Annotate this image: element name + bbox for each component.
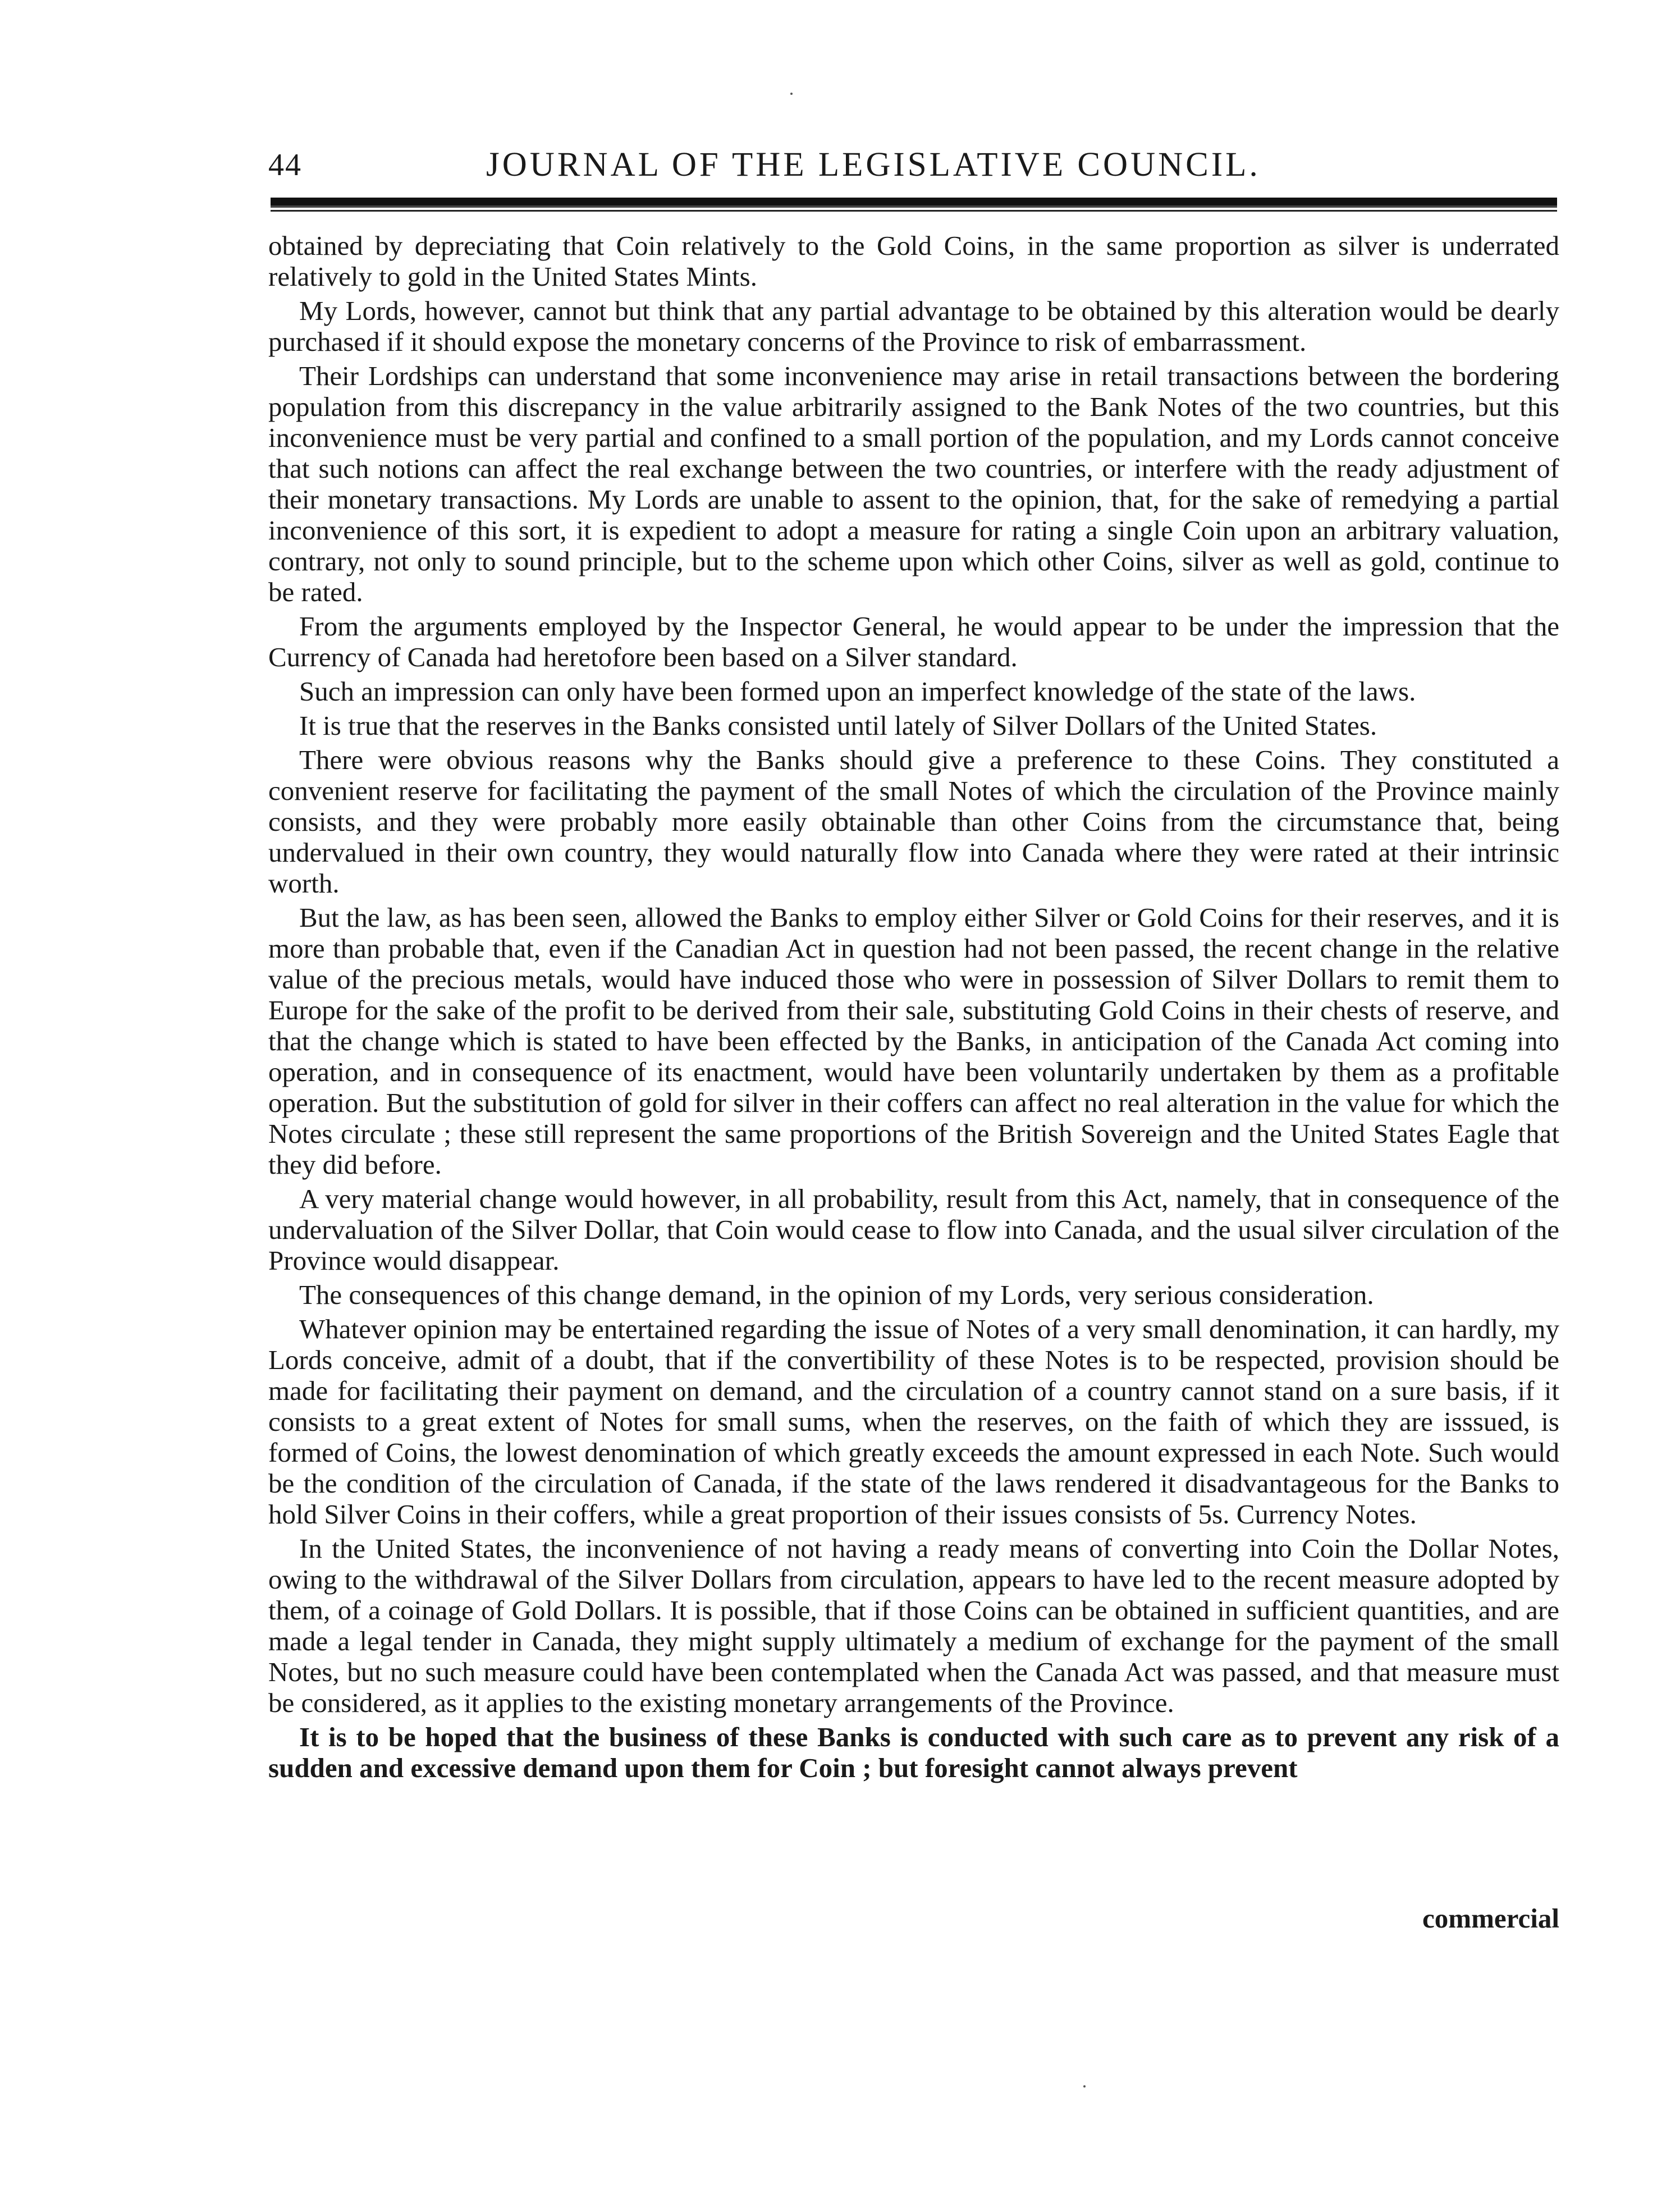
paragraph-final: It is to be hoped that the business of these Banks is conducted with such care as to prevent any risk of a sudden and excessive demand upon them for Coin ; but foresight cannot always prevent: [268, 1722, 1559, 1783]
paragraph: It is true that the reserves in the Banks consisted until lately of Silver Dollars of the United States.: [299, 710, 1377, 741]
paragraph: My Lords, however, cannot but think that any partial advantage to be obtained by this alteration would be dearly purchased if it should expose the monetary concerns of the Province to risk of embarrassment.: [268, 295, 1559, 357]
page-speck-top: [790, 93, 793, 95]
paragraph: The consequences of this change demand, in the opinion of my Lords, very serious consideration.: [299, 1279, 1374, 1310]
paragraph: In the United States, the inconvenience of not having a ready means of converting into Coin the Dollar Notes, owing to the withdrawal of the Silver Dollars from circulation, appears to have led to the recent measure adopted by them, of a coinage of Gold Dollars. It is possible, that if those Coins can be obtained in sufficient quantities, and are made a legal tender in Canada, they might supply ultimately a medium of exchange for the payment of the small Notes, but no such measure could have been contemplated when the Canada Act was passed, and that measure must be considered, as it applies to the existing monetary arrangements of the Province.: [268, 1533, 1559, 1718]
body-text: [268, 230, 1559, 1787]
paragraph: But the law, as has been seen, allowed the Banks to employ either Silver or Gold Coins for their reserves, and it is more than probable that, even if the Canadian Act in question had not been passed, the recent change in the relative value of the precious metals, would have induced those who were in possession of Silver Dollars to remit them to Europe for the sake of the profit to be derived from their sale, substituting Gold Coins in their chests of reserve, and that the change which is stated to have been effected by the Banks, in anticipation of the Canada Act coming into operation, and in consequence of its enactment, would have been voluntarily undertaken by them as a profitable operation. But the substitution of gold for silver in their coffers can affect no real alteration in the value for which the Notes circulate ; these still represent the same proportions of the British Sovereign and the United States Eagle that they did before.: [268, 902, 1559, 1180]
header-rule: [271, 198, 1557, 208]
page-number: 44: [268, 148, 302, 182]
header-rule-thin: [271, 210, 1557, 212]
running-title: JOURNAL OF THE LEGISLATIVE COUNCIL.: [486, 146, 1261, 184]
paragraph: Their Lordships can understand that some inconvenience may arise in retail transactions between the bordering population from this discrepancy in the value arbitrarily assigned to the Bank Notes of the two countries, but this inconvenience must be very partial and confined to a small portion of the population, and my Lords cannot conceive that such notions can affect the real exchange between the two countries, or interfere with the ready adjustment of their monetary transactions. My Lords are unable to assent to the opinion, that, for the sake of remedying a partial inconvenience of this sort, it is expedient to adopt a measure for rating a single Coin upon an arbitrary valuation, contrary, not only to sound principle, but to the scheme upon which other Coins, silver as well as gold, continue to be rated.: [268, 360, 1559, 607]
paragraph: From the arguments employed by the Inspector General, he would appear to be under the impression that the Currency of Canada had heretofore been based on a Silver standard.: [268, 611, 1559, 672]
paragraph: Whatever opinion may be entertained regarding the issue of Notes of a very small denomination, it can hardly, my Lords conceive, admit of a doubt, that if the convertibility of these Notes is to be respected, provision should be made for facilitating their payment on demand, and the circulation of a country cannot stand on a sure basis, if it consists to a great extent of Notes for small sums, when the reserves, on the faith of which they are isssued, is formed of Coins, the lowest denomination of which greatly exceeds the amount expressed in each Note. Such would be the condition of the circulation of Canada, if the state of the laws rendered it disadvantageous for the Banks to hold Silver Coins in their coffers, while a great proportion of their issues consists of 5s. Currency Notes.: [268, 1313, 1559, 1530]
paragraph: There were obvious reasons why the Banks should give a preference to these Coins. They constituted a convenient reserve for facilitating the payment of the small Notes of which the circulation of the Province mainly consists, and they were probably more easily obtainable than other Coins from the circumstance that, being undervalued in their own country, they would naturally flow into Canada where they were rated at their intrinsic worth.: [268, 744, 1559, 899]
catchword: commercial: [1422, 1903, 1559, 1934]
paragraph: obtained by depreciating that Coin relatively to the Gold Coins, in the same proportion as silver is underrated relatively to gold in the United States Mints.: [268, 230, 1559, 292]
page-speck-bottom: [1083, 2085, 1086, 2088]
paragraph: A very material change would however, in all probability, result from this Act, namely, that in consequence of the undervaluation of the Silver Dollar, that Coin would cease to flow into Canada, and the usual silver circulation of the Province would disappear.: [268, 1183, 1559, 1276]
paragraph: Such an impression can only have been formed upon an imperfect knowledge of the state of the laws.: [299, 676, 1416, 707]
page-header: [268, 147, 1559, 192]
